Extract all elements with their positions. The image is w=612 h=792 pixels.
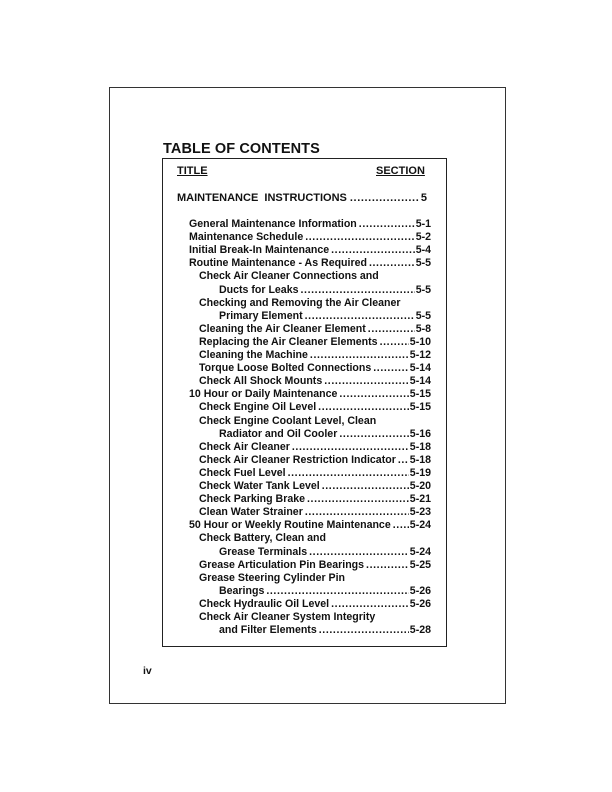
toc-entry[interactable] [189,243,431,257]
toc-entry-page: 5-16 [409,427,431,440]
toc-entry-page: 5-18 [409,440,431,453]
toc-entry-title: Cleaning the Air Cleaner Element [199,322,366,335]
toc-entry[interactable] [199,479,431,493]
toc-entry-page: 5-19 [409,466,431,479]
toc-entry-title: Check Engine Coolant Level, Clean [199,414,377,427]
toc-entry-title: Replacing the Air Cleaner Elements [199,335,378,348]
toc-entry[interactable] [199,466,431,480]
toc-entry-page: 5-15 [409,388,431,401]
leader-dots [324,374,409,388]
toc-entry[interactable] [199,453,431,467]
toc-entry-page: 5-15 [409,401,431,414]
toc-entry[interactable] [199,400,431,414]
toc-entry-page: 5-12 [409,349,431,361]
toc-entry-page: 5-5 [415,309,431,322]
toc-entry[interactable] [199,322,431,336]
section-heading[interactable] [177,192,427,206]
toc-entry-page: 5-26 [409,584,431,597]
toc-entry-page: 5-5 [415,283,431,296]
leader-dots [319,623,409,637]
leader-dots [331,243,415,257]
toc-entry[interactable] [219,584,431,598]
toc-entry-page: 5-28 [409,624,431,637]
toc-entry-title: Primary Element [219,309,303,322]
toc-entry[interactable] [199,492,431,506]
toc-entry[interactable] [199,269,431,283]
toc-entry-title: Torque Loose Bolted Connections [199,362,372,375]
toc-entry-page: 5-14 [409,362,431,375]
toc-entry-title: Radiator and Oil Cooler [219,427,338,440]
toc-entry-title: Check Parking Brake [199,493,305,506]
toc-entry-title: Clean Water Strainer [199,506,303,519]
toc-entry[interactable] [219,545,431,559]
leader-dots [350,192,420,204]
toc-entry-title: Check Air Cleaner [199,440,290,453]
toc-entry-title: Check Water Tank Level [199,480,320,492]
toc-entry-title: General Maintenance Information [189,218,357,230]
toc-entry-title: Checking and Removing the Air Cleaner [199,296,401,309]
toc-entry-page: 5-5 [415,257,431,270]
toc-entry-title: Check Air Cleaner Connections and [199,270,379,283]
toc-entry-page: 5-1 [415,218,431,230]
toc-entry[interactable] [199,374,431,388]
toc-entry-title: Grease Steering Cylinder Pin [199,571,346,584]
toc-entry[interactable] [199,348,431,362]
toc-entry-title: Check Air Cleaner System Integrity [199,611,376,623]
toc-entry-title: Initial Break-In Maintenance [189,244,330,257]
toc-entry-title: Check Engine Oil Level [199,401,317,414]
toc-entry-title: Bearings [219,584,265,597]
toc-entry-title: Routine Maintenance - As Required [189,257,367,270]
toc-entry[interactable] [189,230,431,244]
leader-dots [339,427,408,441]
toc-entry[interactable] [199,610,431,624]
toc-entry[interactable] [199,296,431,310]
leader-dots [305,309,415,323]
column-header-section: SECTION [376,165,425,177]
toc-entry-page: 5-25 [409,558,431,571]
toc-entry[interactable] [199,440,431,454]
toc-entry-page: 5-14 [409,375,431,388]
toc-entry-page: 5-21 [409,493,431,506]
toc-entry-page: 5-26 [409,597,431,610]
toc-entry[interactable] [219,623,431,637]
toc-entry-page: 5-20 [409,480,431,492]
leader-dots [318,400,409,414]
toc-entry-title: Ducts for Leaks [219,283,299,296]
leader-dots [309,545,409,559]
section-heading-text: MAINTENANCE INSTRUCTIONS [177,192,347,204]
toc-entry-title: 50 Hour or Weekly Routine Maintenance [189,519,391,532]
toc-entry[interactable] [189,256,431,270]
toc-entry-title: Cleaning the Machine [199,349,308,361]
toc-entry-title: Check All Shock Mounts [199,375,323,388]
toc-entry[interactable] [199,505,431,519]
toc-entry-title: Grease Articulation Pin Bearings [199,558,365,571]
leader-dots [368,322,415,336]
toc-entry-title: Check Battery, Clean and [199,532,326,545]
toc-entry[interactable] [189,217,431,231]
leader-dots [398,453,409,467]
leader-dots [369,256,415,270]
toc-entry[interactable] [189,518,431,532]
toc-entry-page: 5-23 [409,506,431,519]
leader-dots [393,518,409,532]
toc-entry-page: 5-10 [409,335,431,348]
toc-entry[interactable] [219,309,431,323]
toc-entry[interactable] [199,571,431,585]
leader-dots [305,505,409,519]
leader-dots [339,387,408,401]
leader-dots [292,440,409,454]
leader-dots [373,361,409,375]
toc-entry[interactable] [219,283,431,297]
toc-entry[interactable] [189,387,431,401]
leader-dots [322,479,409,493]
leader-dots [288,466,409,480]
leader-dots [366,558,409,572]
toc-entry-title: and Filter Elements [219,624,317,637]
section-heading-page: 5 [420,192,427,204]
toc-entry[interactable] [199,558,431,572]
toc-entry-page: 5-2 [415,231,431,244]
toc-entry[interactable] [199,597,431,611]
toc-entry-title: Grease Terminals [219,545,308,558]
leader-dots [359,217,415,231]
toc-entry[interactable] [199,335,431,349]
toc-entry-page: 5-18 [409,453,431,466]
toc-entry-title: 10 Hour or Daily Maintenance [189,388,338,401]
column-header-title: TITLE [177,165,208,177]
toc-entry-page: 5-24 [409,545,431,558]
toc-entry[interactable] [199,531,431,545]
toc-entry-title: Check Hydraulic Oil Level [199,597,330,610]
leader-dots [331,597,409,611]
toc-entry-page: 5-4 [415,244,431,257]
toc-entry[interactable] [199,414,431,428]
leader-dots [305,230,414,244]
page-number: iv [143,665,152,677]
leader-dots [300,283,414,297]
toc-entry-title: Check Air Cleaner Restriction Indicator [199,453,396,466]
leader-dots [307,492,409,506]
leader-dots [380,335,409,349]
page-title: TABLE OF CONTENTS [163,141,320,157]
toc-entry-page: 5-24 [409,519,431,532]
toc-entry-page: 5-8 [415,322,431,335]
toc-entry-title: Maintenance Schedule [189,231,304,244]
leader-dots [310,348,409,362]
toc-entry[interactable] [219,427,431,441]
toc-entry-title: Check Fuel Level [199,466,286,479]
leader-dots [266,584,408,598]
toc-entry[interactable] [199,361,431,375]
